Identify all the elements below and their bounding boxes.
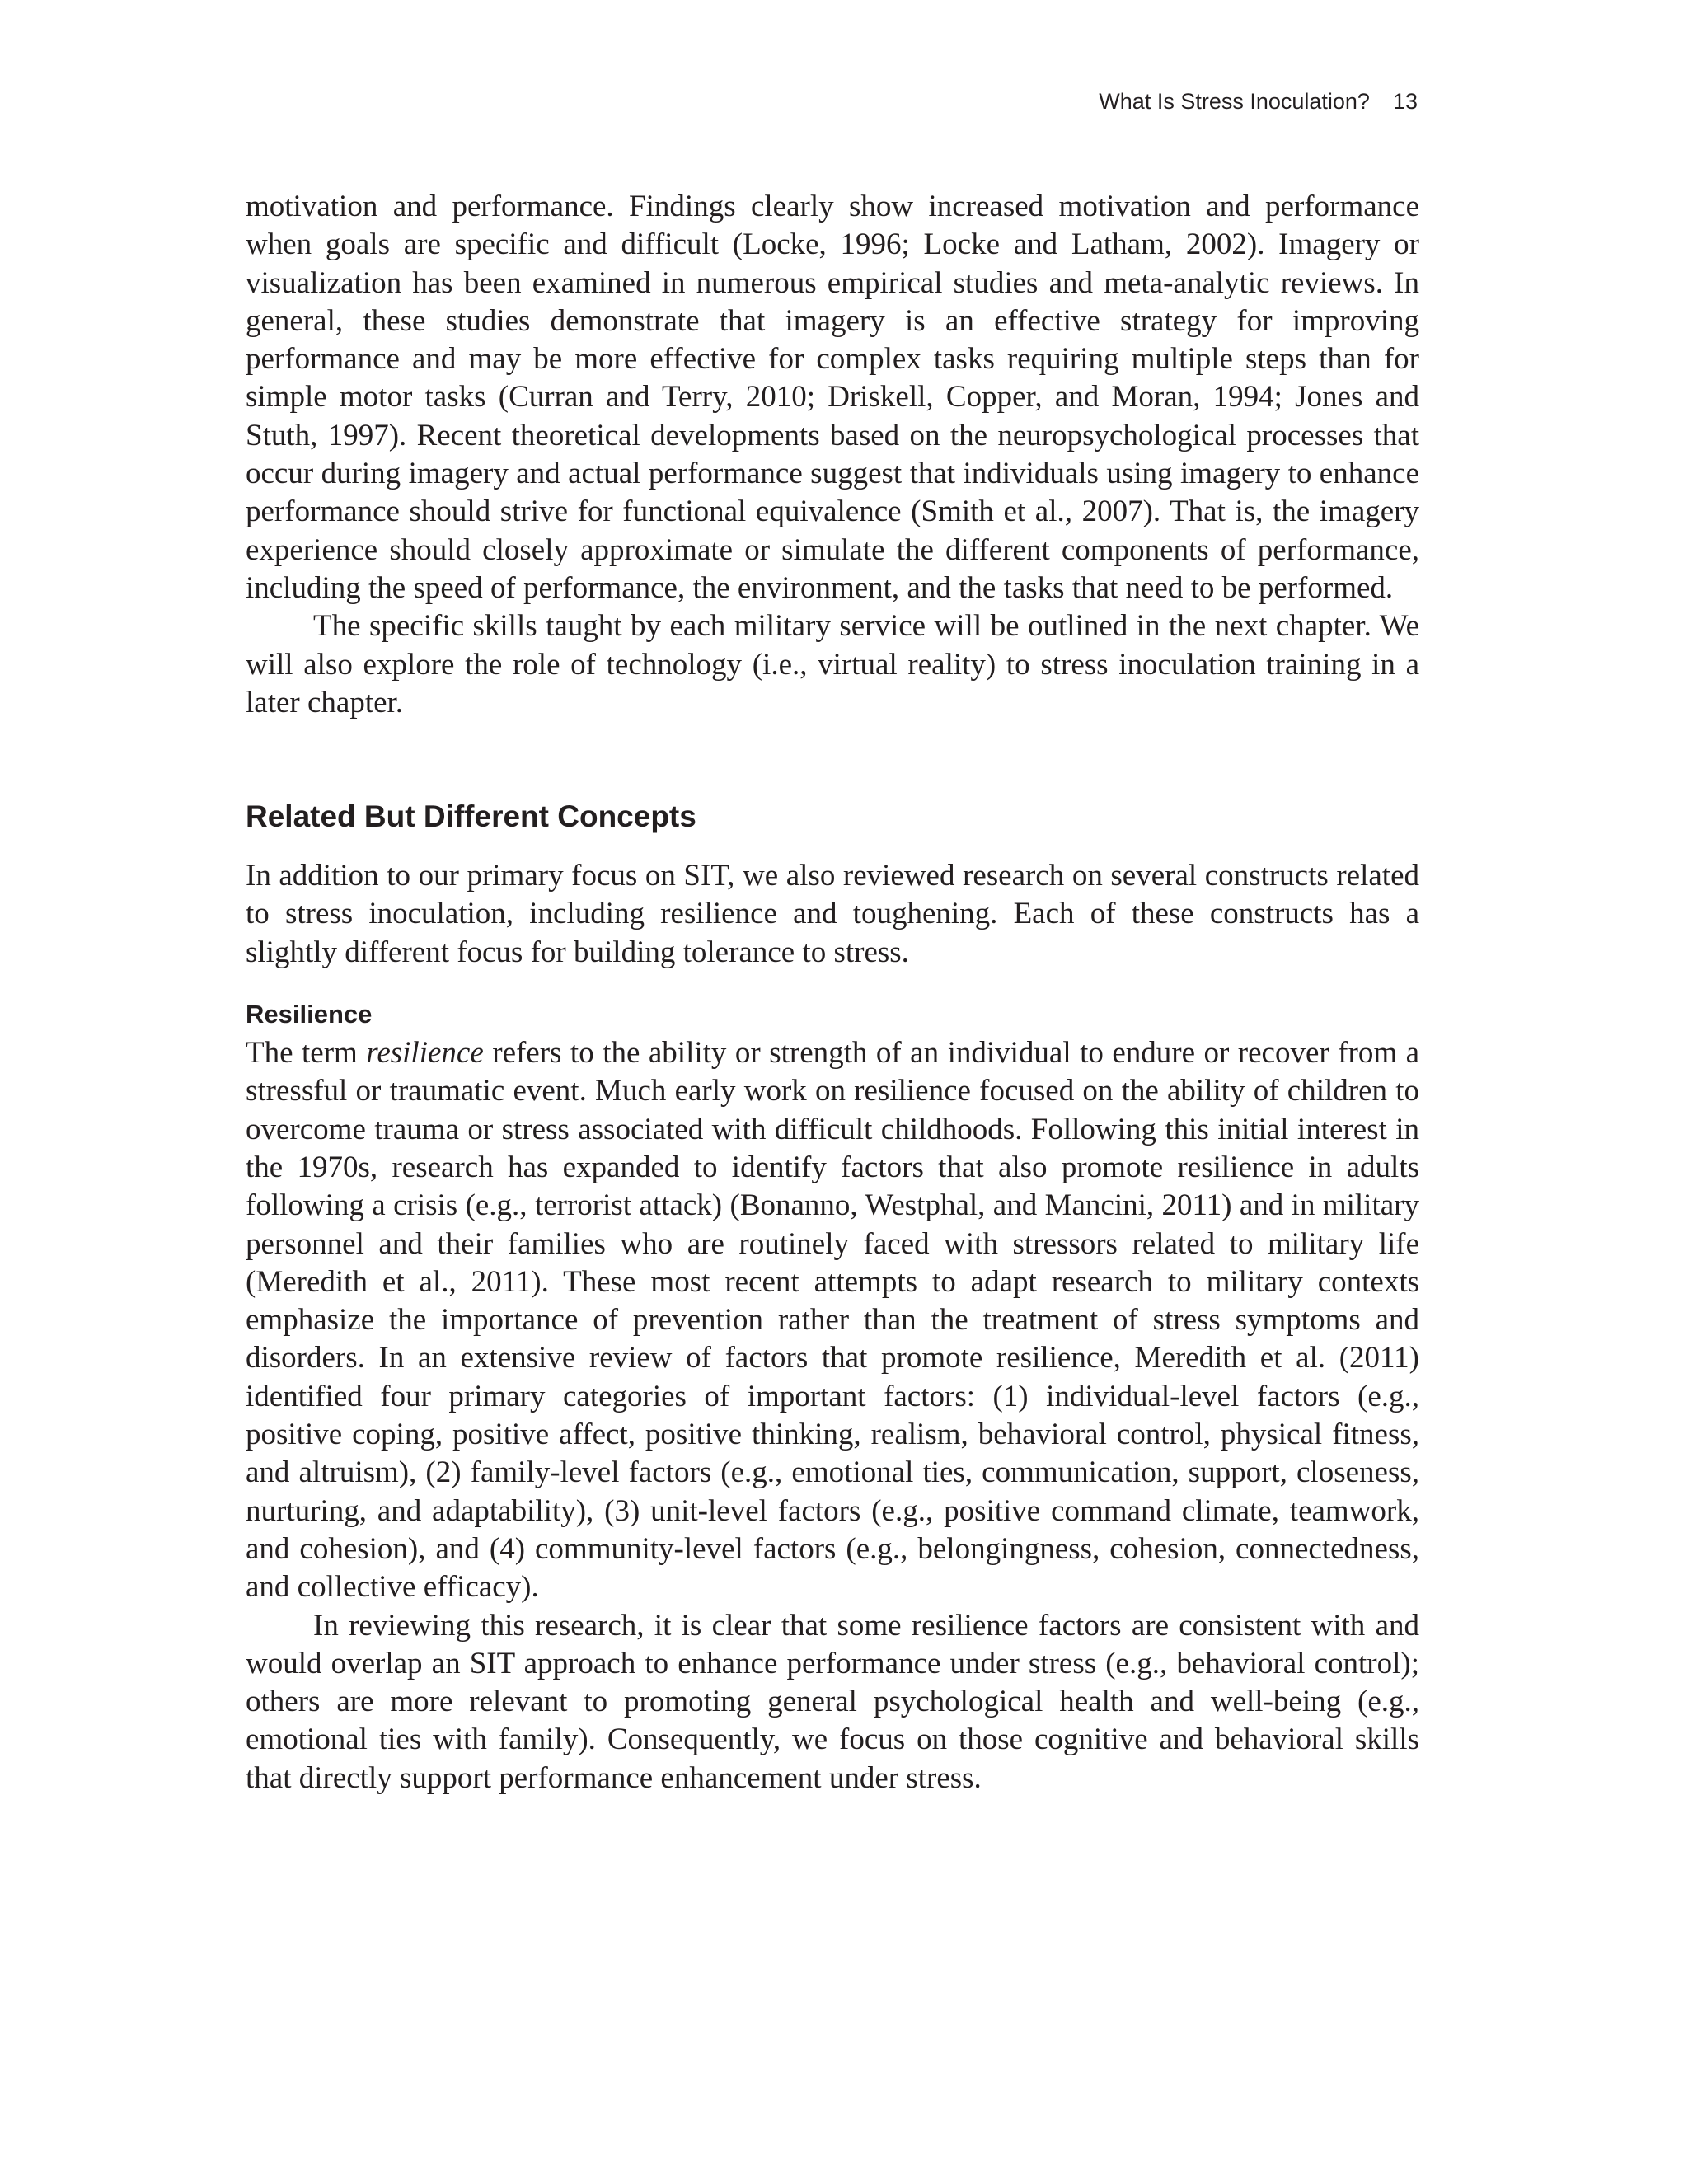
paragraph-specific-skills: The specific skills taught by each military service will be outlined in the next chapter. We will also explore the role of technology (i.e., virtual reality) to stress inoculation training in a later chapter. bbox=[246, 609, 1419, 719]
paragraph-resilience bbox=[246, 1034, 1419, 1606]
page-number: 13 bbox=[1392, 89, 1418, 114]
resilience-term: resilience bbox=[366, 1036, 484, 1071]
paragraph-related-concepts: In addition to our primary focus on SIT, we also reviewed research on several constructs related to stress inoculation, including resilience and toughening. Each of these constructs has a slightly different focus for building tolerance to stress. bbox=[246, 859, 1419, 969]
running-head-title: What Is Stress Inoculation? bbox=[1099, 89, 1370, 114]
resilience-body: refers to the ability or strength of an individual to endure or recover from a stressful or traumatic event. Much early work on resilience focused on the ability of children to overcome trauma or stress associated with difficult childhoods. Following this initial interest in the 1970s, research has expanded to identify factors that also promote resilience in adults following a crisis (e.g., terrorist attack) (Bonanno, Westphal, and Mancini, 2011) and in military personnel and their families who are routinely faced with stressors related to military life (Meredith et al., 2011). These most recent attempts to adapt research to military contexts emphasize the importance of prevention rather than the treatment of stress symptoms and disorders. In an extensive review of factors that promote resilience, Meredith et al. (2011) identified four primary categories of important factors: (1) individual-level factors (e.g., positive coping, positive affect, positive thinking, realism, behavioral control, physical fitness, and altruism), (2) family-level factors (e.g., emotional ties, communication, support, closeness, nurturing, and adaptability), (3) unit-level factors (e.g., positive command climate, teamwork, and cohesion), and (4) community-level factors (e.g., belongingness, cohesion, connectedness, and collective efficacy). bbox=[246, 1036, 1420, 1605]
paragraph-motivation: motivation and performance. Findings clearly show increased motivation and performance when goals are specific and difficult (Locke, 1996; Locke and Latham, 2002). Imagery or visualization has been examined in numerous empirical studies and meta-analytic reviews. In general, these studies demonstrate that imagery is an effective strategy for improving performance and may be more effective for complex tasks requiring multiple steps than for simple motor tasks (Curran and Terry, 2010; Driskell, Copper, and Moran, 1994; Jones and Stuth, 1997). Recent theoretical developments based on the neuropsychological processes that occur during imagery and actual performance suggest that individuals using imagery to enhance performance should strive for functional equivalence (Smith et al., 2007). That is, the imagery experience should closely approximate or simulate the different components of performance, including the speed of performance, the environment, and the tasks that need to be performed. bbox=[246, 190, 1419, 605]
resilience-lead: The term bbox=[246, 1036, 367, 1071]
subheading-resilience: Resilience bbox=[246, 1000, 373, 1029]
running-head bbox=[1099, 89, 1418, 115]
paragraph-reviewing-research: In reviewing this research, it is clear that some resilience factors are consistent with and would overlap an SIT approach to enhance performance under stress (e.g., behavioral control); others are more relevant to promoting general psychological health and well-being (e.g., emotional ties with family). Consequently, we focus on those cognitive and behavioral skills that directly support performance enhancement under stress. bbox=[246, 1608, 1419, 1795]
section-heading: Related But Different Concepts bbox=[246, 799, 696, 834]
body-text bbox=[246, 188, 1419, 1797]
